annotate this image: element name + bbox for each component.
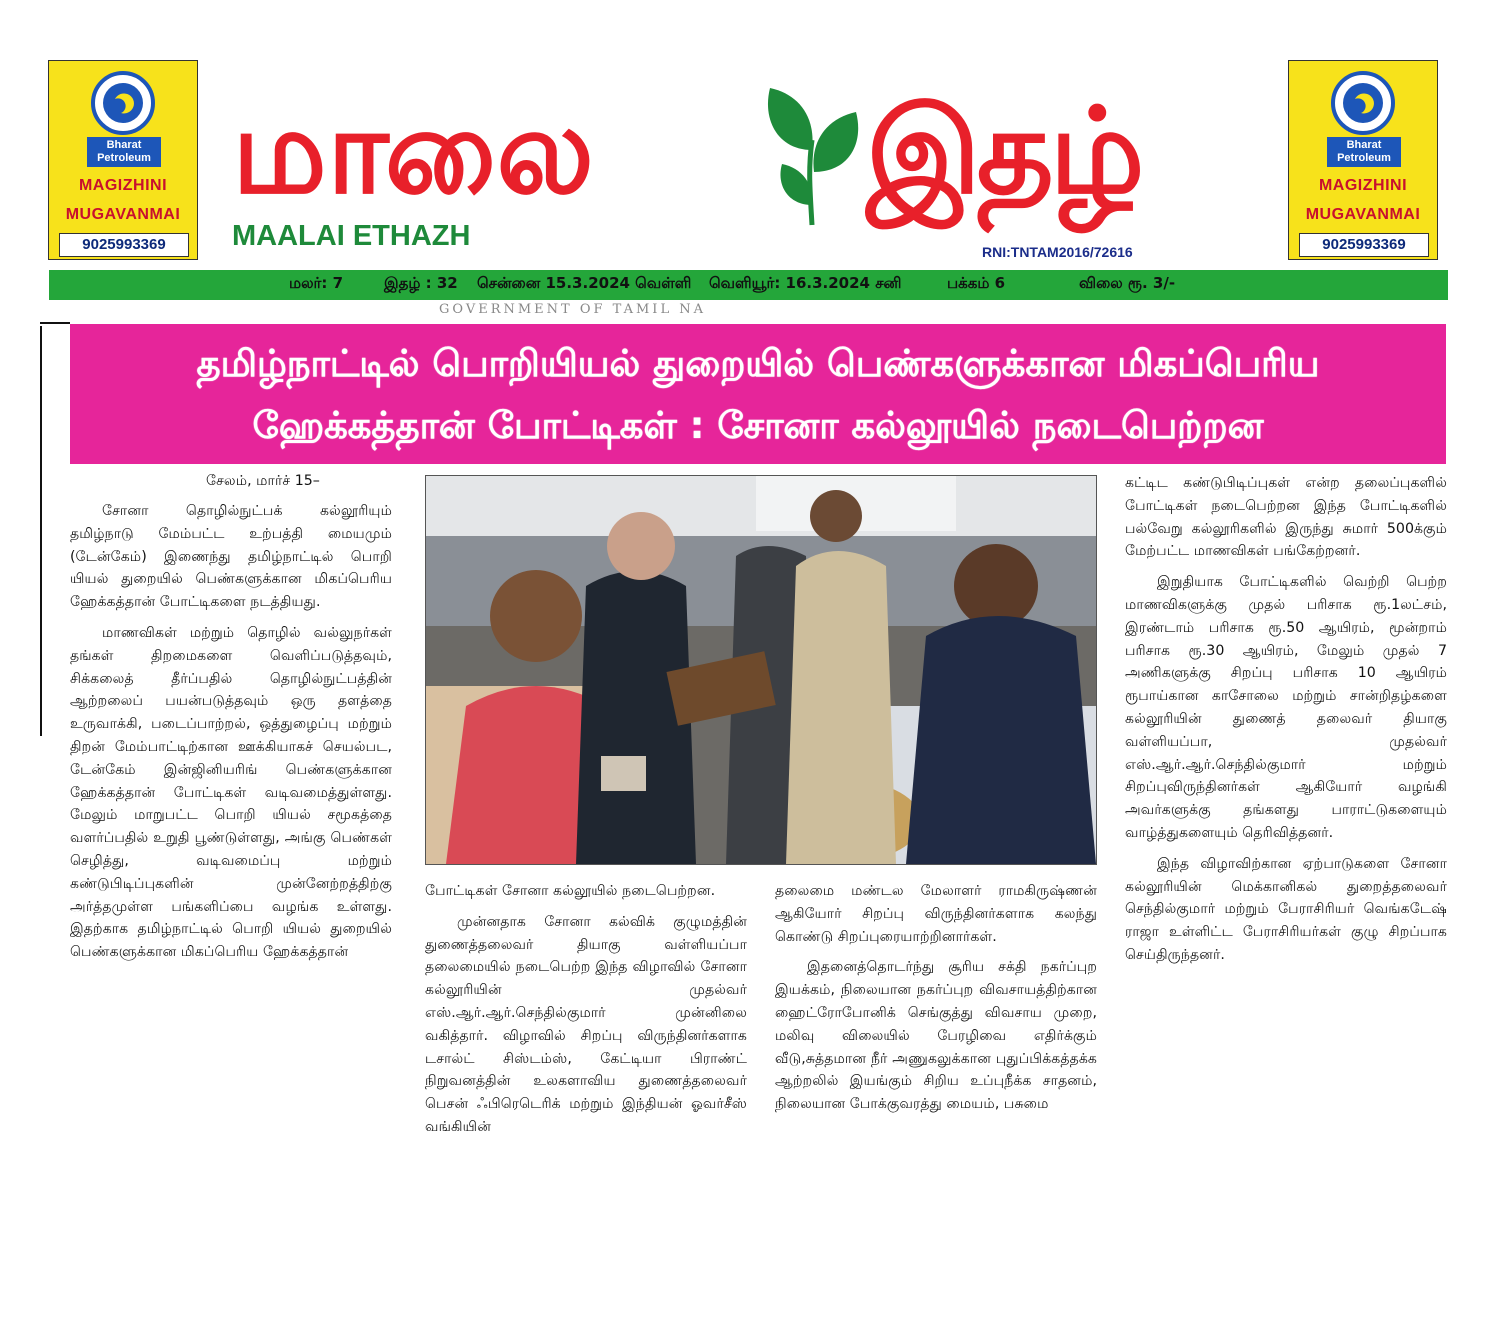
issue-date: சென்னை 15.3.2024 வெள்ளி: [477, 274, 692, 292]
ad-line2: MUGAVANMAI: [65, 206, 181, 223]
paragraph: சோனா தொழில்நுட்பக் கல்லூரியும் தமிழ்நாடு மேம்பட்ட உற்பத்தி மையமும் (டேன்கேம்) இணைந்து தமிழ்நாட்டில் பொறி யியல் துறையில் பெண்களுக்கான மிகப்பெரிய ஹேக்கத்தான் போட்டிகளை நடத்தியது.: [70, 503, 392, 611]
ad-brand: Bharat Petroleum: [1327, 137, 1401, 167]
partial-strip-text: GOVERNMENT OF TAMIL NA: [439, 302, 706, 316]
divider: [40, 322, 70, 324]
paragraph: இதனைத்தொடர்ந்து சூரிய சக்தி நகர்ப்புற இயக்கம், நிலையான நகர்ப்புற விவசாயத்திற்கான ஹைட்ரோபோனிக் செங்குத்து விவசாய முறை, மலிவு விலையில் பேரழிவை எதிர்க்கும் வீடு,சுத்தமான நீர் அணுகலுக்கான புதுப்பிக்கத்தக்க ஆற்றலில் இயங்கும் சிறிய உப்புநீக்க சாதனம், நிலையான போக்குவரத்து மையம், பசுமை: [775, 959, 1097, 1113]
ad-line2: MUGAVANMAI: [1305, 206, 1421, 223]
paragraph: முன்னதாக சோனா கல்விக் குழுமத்தின் துணைத்தலைவர் தியாகு வள்ளியப்பா தலைமையில் நடைபெற்ற இந்த விழாவில் சோனா கல்லூரியின் முதல்வர் எஸ்.ஆர்.ஆர்.செந்தில்குமார் முன்னிலை வகித்தார். விழாவில் சிறப்பு விருந்தினர்களாக டசால்ட் சிஸ்டம்ஸ், கேட்டியா பிராண்ட் நிறுவனத்தின் உலகளாவிய துணைத்தலைவர் பெசன் ஃபிரெடெரிக் மற்றும் இந்தியன் ஓவர்சீஸ் வங்கியின்: [425, 913, 747, 1135]
issue-price: விலை ரூ. 3/-: [1079, 274, 1176, 292]
issue-number: இதழ் : 32: [384, 274, 458, 292]
paragraph: இந்த விழாவிற்கான ஏற்பாடுகளை சோனா கல்லூரியின் மெக்கானிகல் துறைத்தலைவர் செந்தில்குமார் மற்றும் பேராசிரியர் வெங்கடேஷ் ராஜா உள்ளிட்ட பேராசிரியர்கள் குழு சிறப்பாக செய்திருந்தனர்.: [1125, 855, 1447, 963]
ad-line1: MAGIZHINI: [78, 177, 168, 194]
ad-brand: Bharat Petroleum: [87, 137, 161, 167]
masthead-title-part1: மாலை: [232, 82, 591, 220]
bharat-petroleum-logo-icon: [85, 71, 161, 135]
masthead-subtitle: MAALAI ETHAZH: [232, 220, 471, 252]
paragraph: இறுதியாக போட்டிகளில் வெற்றி பெற்ற மாணவிகளுக்கு முதல் பரிசாக ரூ.1லட்சம், இரண்டாம் பரிசாக ரூ.50 ஆயிரம், மூன்றாம் பரிசாக ரூ.30 ஆயிரம், மேலும் முதல் 7 அணிகளுக்கு சிறப்பு பரிசாக 10 ஆயிரம் ரூபாய்கான காசோலை மற்றும் சான்றிதழ்களை கல்லூரியின் துணைத் தலைவர் தியாகு வள்ளியப்பா, முதல்வர் எஸ்.ஆர்.ஆர்.செந்தில்குமார் மற்றும் சிறப்புவிருந்தினர்கள் ஆகியோர் வழங்கி அவர்களுக்கு தங்களது பாராட்டுகளையும் வாழ்த்துகளையும் தெரிவித்தனர்.: [1125, 574, 1447, 841]
article-column-2: [425, 880, 747, 1147]
issue-page: பக்கம் 6: [947, 274, 1006, 292]
paragraph: போட்டிகள் சோனா கல்லூயில் நடைபெற்றன.: [425, 883, 716, 899]
issue-volume: மலர்: 7: [289, 274, 344, 292]
article-column-4: [1125, 472, 1447, 975]
headline-line1: தமிழ்நாட்டில் பொறியியல் துறையில் பெண்களுக்கான மிகப்பெரிய: [196, 342, 1320, 385]
rni-number: RNI:TNTAM2016/72616: [982, 244, 1133, 260]
masthead-title-part2: இதழ்: [866, 82, 1141, 220]
ad-phone: 9025993369: [59, 233, 189, 257]
article-column-1: [70, 500, 392, 972]
paragraph: மாணவிகள் மற்றும் தொழில் வல்லுநர்கள் தங்கள் திறமைகளை வெளிப்படுத்தவும், சிக்கலைத் தீர்ப்பதில் தொழில்நுட்பத்தின் ஆற்றலைப் பயன்படுத்தவும் ஒரு தளத்தை உருவாக்கி, படைப்பாற்றல், ஒத்துழைப்பு மற்றும் திறன் மேம்பாட்டிற்கான ஊக்கியாகச் செயல்பட, டேன்கேம் இன்ஜினியரிங் பெண்களுக்கான ஹேக்கத்தான் போட்டிகள் வடிவமைத்துள்ளது. மேலும் மாறுபட்ட பொறி யியல் சமூகத்தை வளர்ப்பதில் உறுதி பூண்டுள்ளது, அங்கு பெண்கள் செழித்து, வடிவமைப்பு மற்றும் கண்டுபிடிப்புகளின் முன்னேற்றத்திற்கு அர்த்தமுள்ள பங்களிப்பை வழங்க உள்ளது. இதற்காக தமிழ்நாட்டில் பொறி யியல் துறையில் பெண்களுக்கான மிகப்பெரிய ஹேக்கத்தான்: [70, 624, 392, 961]
leaf-logo-icon: [758, 80, 866, 230]
paragraph: தலைமை மண்டல மேலாளர் ராமகிருஷ்ணன் ஆகியோர் சிறப்பு விருந்தினர்களாக கலந்து கொண்டு சிறப்புரையாற்றினார்கள்.: [775, 883, 1097, 945]
divider: [40, 326, 42, 736]
ad-left: [48, 60, 198, 260]
dateline: சேலம், மார்ச் 15–: [206, 473, 320, 489]
event-photo: [425, 475, 1097, 865]
ad-phone: 9025993369: [1299, 233, 1429, 257]
issue-published: வெளியூர்: 16.3.2024 சனி: [709, 274, 902, 292]
article-column-3: [775, 880, 1097, 1124]
headline-line2: ஹேக்கத்தான் போட்டிகள் : சோனா கல்லூயில் நடைபெற்றன: [252, 404, 1264, 447]
issue-bar: [49, 270, 1448, 300]
ad-line1: MAGIZHINI: [1318, 177, 1408, 194]
paragraph: கட்டிட கண்டுபிடிப்புகள் என்ற தலைப்புகளில் போட்டிகள் நடைபெற்றன இந்த போட்டிகளில் பல்வேறு கல்லூரிகளில் இருந்து சுமார் 500க்கும் மேற்பட்ட மாணவிகள் பங்கேற்றனர்.: [1125, 475, 1447, 560]
bharat-petroleum-logo-icon: [1325, 71, 1401, 135]
ad-right: [1288, 60, 1438, 260]
headline: [70, 324, 1446, 464]
